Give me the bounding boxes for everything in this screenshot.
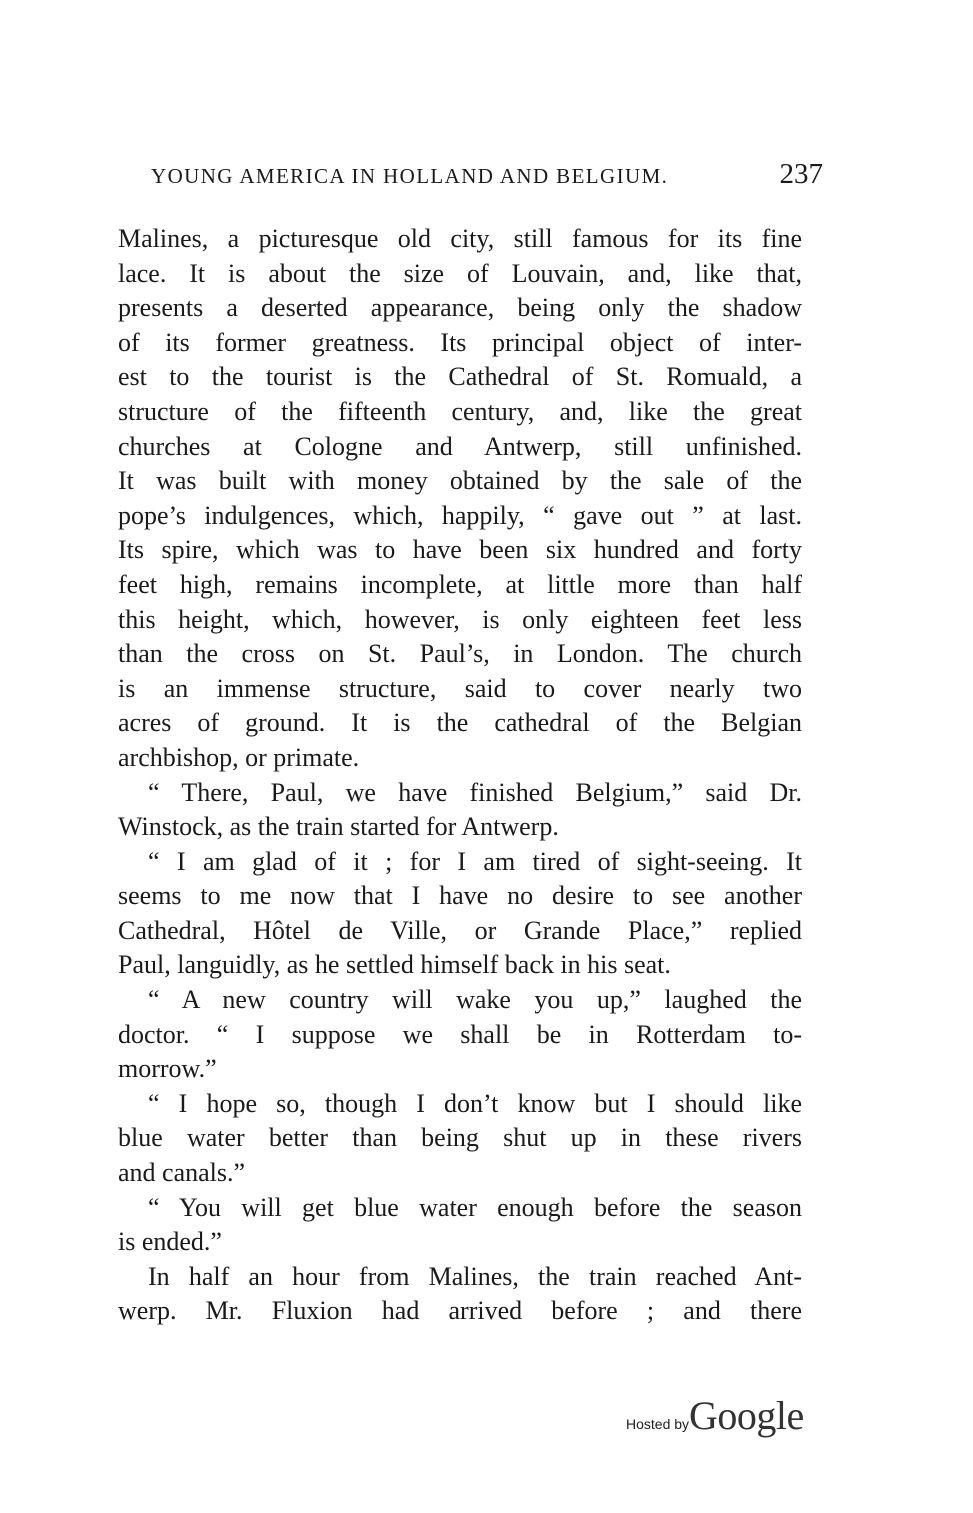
text-line: acres of ground. It is the cathedral of the Belgian bbox=[118, 708, 802, 738]
google-logo: Google bbox=[689, 1393, 804, 1438]
text-line: lace. It is about the size of Louvain, and, like that, bbox=[118, 258, 802, 288]
text-line: pope’s indulgences, which, happily, “ gave out ” at last. bbox=[118, 500, 802, 530]
text-line: is an immense structure, said to cover nearly two bbox=[118, 673, 802, 703]
hosted-by-google-watermark bbox=[626, 1392, 826, 1440]
text-line: “ There, Paul, we have finished Belgium,” said Dr. bbox=[148, 777, 802, 807]
page-number: 237 bbox=[779, 158, 823, 190]
text-line: this height, which, however, is only eighteen feet less bbox=[118, 604, 802, 634]
text-line: “ I am glad of it ; for I am tired of sight-seeing. It bbox=[148, 846, 802, 876]
body-text bbox=[118, 222, 802, 1329]
text-line: In half an hour from Malines, the train reached Ant- bbox=[148, 1261, 802, 1291]
running-title: YOUNG AMERICA IN HOLLAND AND BELGIUM. bbox=[151, 164, 669, 188]
text-line: Paul, languidly, as he settled himself back in his seat. bbox=[118, 950, 671, 980]
text-line: of its former greatness. Its principal object of inter- bbox=[118, 327, 802, 357]
hosted-by-label: Hosted by bbox=[626, 1416, 690, 1432]
text-line: structure of the fifteenth century, and, like the great bbox=[118, 396, 802, 426]
text-line: It was built with money obtained by the sale of the bbox=[118, 466, 802, 496]
text-line: “ I hope so, though I don’t know but I should like bbox=[148, 1088, 802, 1118]
text-line: feet high, remains incomplete, at little more than half bbox=[118, 569, 802, 599]
text-line: blue water better than being shut up in these rivers bbox=[118, 1123, 802, 1153]
text-line: est to the tourist is the Cathedral of St. Romuald, a bbox=[118, 362, 802, 392]
text-line: is ended.” bbox=[118, 1227, 222, 1257]
text-line: “ You will get blue water enough before the season bbox=[148, 1192, 802, 1222]
text-line: Winstock, as the train started for Antwerp. bbox=[118, 812, 559, 842]
text-line: doctor. “ I suppose we shall be in Rotterdam to- bbox=[118, 1019, 802, 1049]
text-line: seems to me now that I have no desire to see another bbox=[118, 881, 802, 911]
text-line: Cathedral, Hôtel de Ville, or Grande Place,” replied bbox=[118, 915, 802, 945]
text-line: than the cross on St. Paul’s, in London. The church bbox=[118, 639, 802, 669]
text-line: churches at Cologne and Antwerp, still unfinished. bbox=[118, 431, 802, 461]
text-line: presents a deserted appearance, being only the shadow bbox=[118, 293, 802, 323]
text-line: werp. Mr. Fluxion had arrived before ; and there bbox=[118, 1296, 802, 1326]
text-line: “ A new country will wake you up,” laughed the bbox=[148, 985, 802, 1015]
text-line: Its spire, which was to have been six hundred and forty bbox=[118, 535, 802, 565]
text-line: archbishop, or primate. bbox=[118, 742, 360, 772]
running-head bbox=[151, 158, 823, 196]
text-line: Malines, a picturesque old city, still famous for its fine bbox=[118, 224, 802, 253]
text-line: and canals.” bbox=[118, 1158, 246, 1188]
text-line: morrow.” bbox=[118, 1054, 217, 1084]
